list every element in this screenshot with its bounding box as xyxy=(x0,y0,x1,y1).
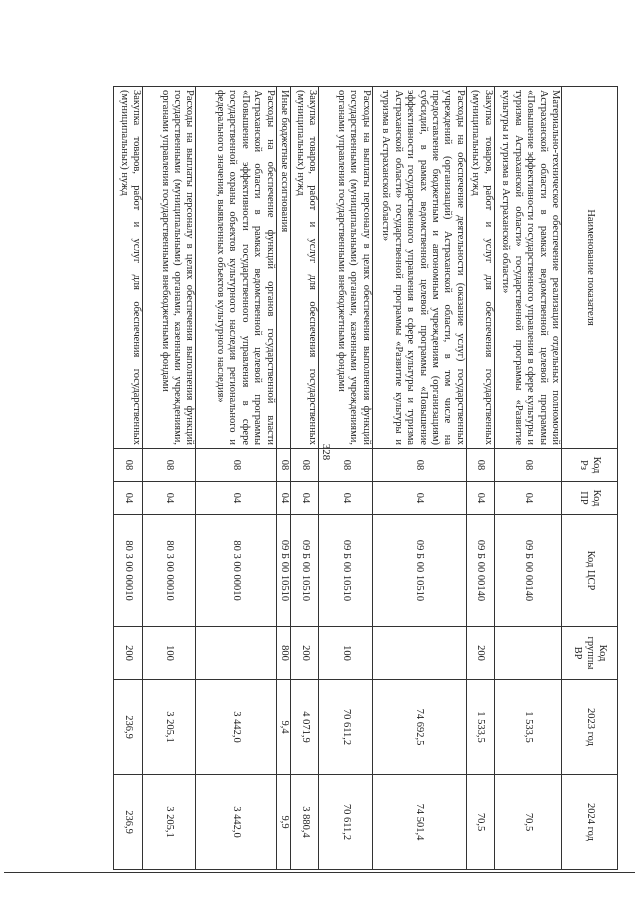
row-name: Расходы на обеспечение деятельности (оказание услуг) государственных учреждений (организаций) Астраханской области, в том числе на предоставление бюджетным и автономным учреждениям (организациям) субсидий, в рамках ведомственной целевой программы «Повышение эффективности государственного управления в сфере культуры и туризма Астраханской области» государственной программы «Развитие культуры и туризма в Астраханской области» xyxy=(372,87,466,449)
row-2024: 3 205,1 xyxy=(142,775,195,870)
row-pr: 04 xyxy=(196,482,276,515)
row-2024: 70,5 xyxy=(494,775,561,870)
row-vr: 100 xyxy=(142,627,195,680)
row-2023: 3 442,0 xyxy=(196,680,276,775)
row-2024: 70,5 xyxy=(466,775,494,870)
page-number: 328 xyxy=(320,443,332,461)
table-row xyxy=(142,87,195,870)
row-name: Закупка товаров, работ и услуг для обеспечения государственных (муниципальных) нужд xyxy=(114,87,143,449)
row-2023: 9,4 xyxy=(276,680,291,775)
header-rz: Код Рз xyxy=(562,449,618,482)
bottom-rule xyxy=(4,872,635,873)
row-csr: 09 Б 00 10510 xyxy=(276,515,291,627)
row-csr: 09 Б 00 10510 xyxy=(319,515,372,627)
row-csr: 80 3 00 00010 xyxy=(114,515,143,627)
header-pr: Код ПР xyxy=(562,482,618,515)
header-csr: Код ЦСР xyxy=(562,515,618,627)
header-name: Наименование показателя xyxy=(562,87,618,449)
table-row xyxy=(291,87,319,870)
row-rz: 08 xyxy=(494,449,561,482)
header-2024: 2024 год xyxy=(562,775,618,870)
row-pr: 04 xyxy=(372,482,466,515)
row-rz: 08 xyxy=(276,449,291,482)
row-pr: 04 xyxy=(276,482,291,515)
row-rz: 08 xyxy=(291,449,319,482)
row-name: Иные бюджетные ассигнования xyxy=(276,87,291,449)
table-row xyxy=(196,87,276,870)
table-row xyxy=(372,87,466,870)
row-name: Расходы на выплаты персоналу в целях обеспечения выполнения функций государственными (муниципальными) органами, казенными учреждениями, органами управления государственными внебюджетными фондами xyxy=(142,87,195,449)
table-row xyxy=(466,87,494,870)
row-csr: 09 Б 00 00140 xyxy=(466,515,494,627)
row-2024: 70 611,2 xyxy=(319,775,372,870)
table-row xyxy=(494,87,561,870)
row-csr: 09 Б 00 00140 xyxy=(494,515,561,627)
row-vr: 200 xyxy=(114,627,143,680)
row-rz: 08 xyxy=(114,449,143,482)
row-name: Расходы на выплаты персоналу в целях обеспечения выполнения функций государственными (муниципальными) органами, казенными учреждениями, органами управления государственными внебюджетными фондами xyxy=(319,87,372,449)
row-pr: 04 xyxy=(114,482,143,515)
row-pr: 04 xyxy=(291,482,319,515)
row-rz: 08 xyxy=(466,449,494,482)
header-2023: 2023 год xyxy=(562,680,618,775)
row-csr: 09 Б 00 10510 xyxy=(291,515,319,627)
row-2024: 9,9 xyxy=(276,775,291,870)
row-vr xyxy=(196,627,276,680)
row-name: Закупка товаров, работ и услуг для обеспечения государственных (муниципальных) нужд xyxy=(466,87,494,449)
row-pr: 04 xyxy=(494,482,561,515)
row-2023: 1 533,5 xyxy=(494,680,561,775)
row-csr: 80 3 00 00010 xyxy=(142,515,195,627)
row-2023: 236,9 xyxy=(114,680,143,775)
row-2024: 236,9 xyxy=(114,775,143,870)
budget-table xyxy=(113,86,618,870)
row-csr: 80 3 00 00010 xyxy=(196,515,276,627)
row-2023: 3 205,1 xyxy=(142,680,195,775)
row-pr: 04 xyxy=(466,482,494,515)
row-2023: 4 071,9 xyxy=(291,680,319,775)
row-2023: 70 611,2 xyxy=(319,680,372,775)
row-2024: 74 501,4 xyxy=(372,775,466,870)
row-pr: 04 xyxy=(319,482,372,515)
row-vr: 200 xyxy=(466,627,494,680)
row-name: Материально-техническое обеспечение реализации отдельных полномочий Астраханской области в рамках ведомственной целевой программы «Повышение эффективности государственного управления в сфере культуры и туризма Астраханской области» государственной программы «Развитие культуры и туризма в Астраханской области» xyxy=(494,87,561,449)
row-2024: 3 442,0 xyxy=(196,775,276,870)
row-rz: 08 xyxy=(142,449,195,482)
row-vr xyxy=(372,627,466,680)
row-rz: 08 xyxy=(319,449,372,482)
row-csr: 09 Б 00 10510 xyxy=(372,515,466,627)
rotated-table-container xyxy=(113,86,618,869)
row-2023: 1 533,5 xyxy=(466,680,494,775)
table-row xyxy=(276,87,291,870)
row-name: Расходы на обеспечение функций органов государственной власти Астраханской области в рамках ведомственной целевой программы «Повышение эффективности государственного управления в сфере государственной охраны объектов культурного наследия регионального и федерального значения, выявленных объектов культурного наследия» xyxy=(196,87,276,449)
table-row xyxy=(319,87,372,870)
row-pr: 04 xyxy=(142,482,195,515)
row-2023: 74 692,5 xyxy=(372,680,466,775)
row-vr: 100 xyxy=(319,627,372,680)
row-rz: 08 xyxy=(372,449,466,482)
row-vr: 800 xyxy=(276,627,291,680)
row-rz: 08 xyxy=(196,449,276,482)
table-row xyxy=(114,87,143,870)
row-vr xyxy=(494,627,561,680)
header-vr: Код группы ВР xyxy=(562,627,618,680)
row-name: Закупка товаров, работ и услуг для обеспечения государственных (муниципальных) нужд xyxy=(291,87,319,449)
table-header-row xyxy=(562,87,618,870)
row-vr: 200 xyxy=(291,627,319,680)
row-2024: 3 880,4 xyxy=(291,775,319,870)
